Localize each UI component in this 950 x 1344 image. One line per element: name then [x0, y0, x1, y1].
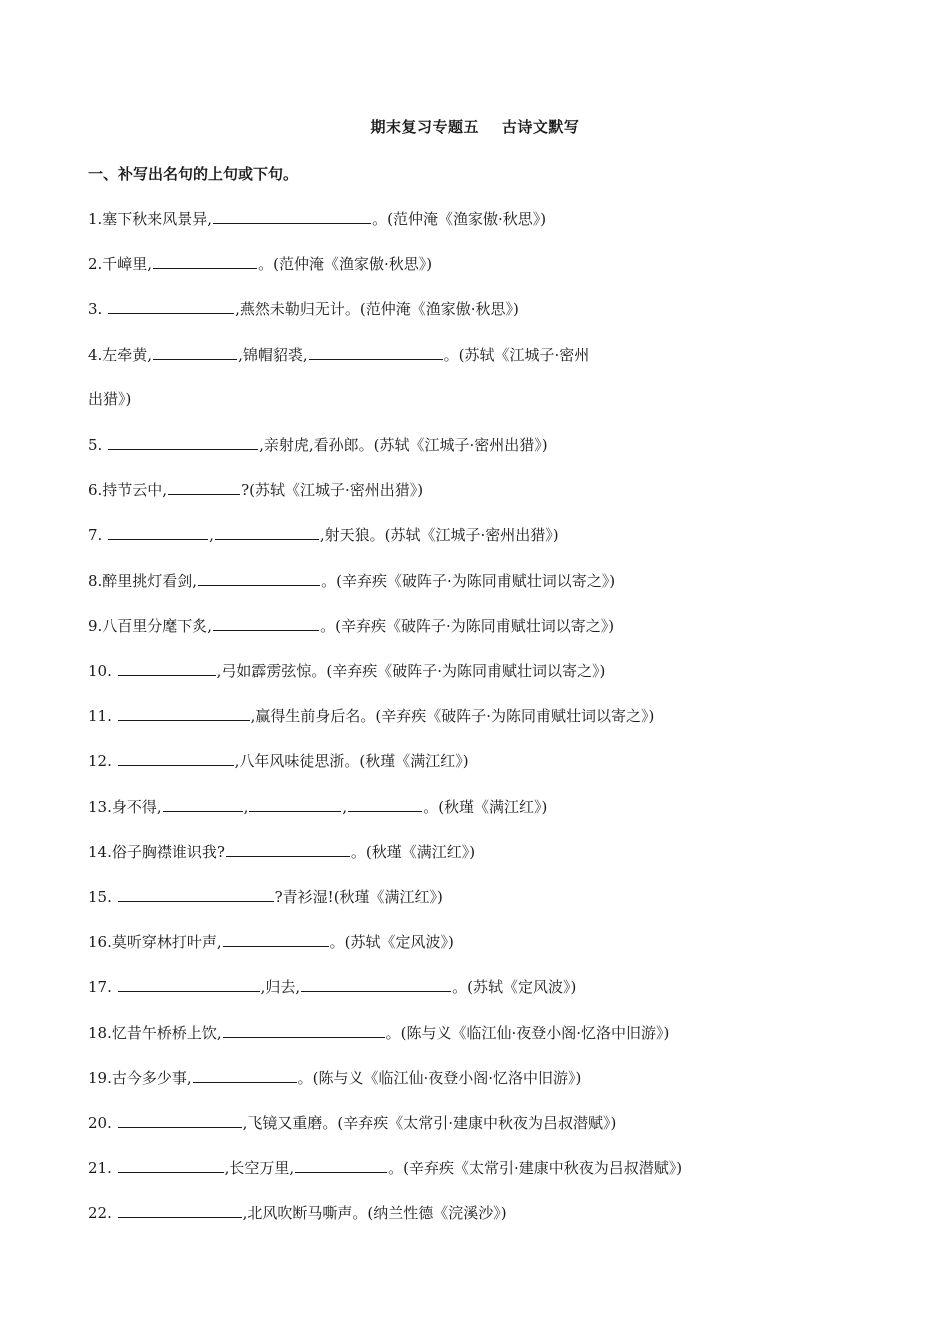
- answer-blank[interactable]: [118, 705, 250, 721]
- question-text: 。(辛弃疾《太常引·建康中秋夜为吕叔潜赋》): [388, 1159, 683, 1177]
- answer-blank[interactable]: [223, 1022, 385, 1038]
- question-text: ,燕然未勒归无计。(范仲淹《渔家傲·秋思》): [235, 300, 519, 318]
- question-text: 2.千嶂里,: [88, 255, 153, 273]
- answer-blank[interactable]: [215, 524, 319, 540]
- question-text: 10.: [88, 662, 117, 680]
- question-line: [88, 1202, 507, 1223]
- answer-blank[interactable]: [198, 570, 320, 586]
- question-text: 。(陈与义《临江仙·夜登小阁·忆洛中旧游》): [297, 1069, 582, 1087]
- question-text: 13.身不得,: [88, 798, 162, 816]
- answer-blank[interactable]: [118, 660, 216, 676]
- question-line: [88, 660, 605, 681]
- question-text: ,: [243, 798, 249, 816]
- question-text: 22.: [88, 1204, 117, 1222]
- question-text: ,北风吹断马嘶声。(纳兰性德《浣溪沙》): [242, 1204, 507, 1222]
- question-text: 。(苏轼《定风波》): [452, 978, 577, 996]
- question-text: 3.: [88, 300, 108, 318]
- question-text: 。(范仲淹《渔家傲·秋思》): [372, 210, 547, 228]
- question-line: [88, 389, 131, 409]
- question-line: [88, 1157, 682, 1178]
- question-text: ?青衫湿!(秋瑾《满江红》): [274, 888, 443, 906]
- question-text: ,锦帽貂裘,: [238, 346, 308, 364]
- question-text: ,赢得生前身后名。(辛弃疾《破阵子·为陈同甫赋壮词以寄之》): [250, 707, 655, 725]
- answer-blank[interactable]: [118, 1202, 242, 1218]
- answer-blank[interactable]: [108, 298, 234, 314]
- answer-blank[interactable]: [223, 931, 329, 947]
- question-text: 出猎》): [88, 390, 132, 408]
- question-text: ,弓如霹雳弦惊。(辛弃疾《破阵子·为陈同甫赋壮词以寄之》): [216, 662, 606, 680]
- answer-blank[interactable]: [249, 796, 341, 812]
- question-line: [88, 796, 547, 817]
- question-line: [88, 253, 432, 274]
- question-line: [88, 344, 589, 365]
- answer-blank[interactable]: [348, 796, 422, 812]
- question-text: 7.: [88, 526, 108, 544]
- question-line: [88, 615, 614, 636]
- question-text: ,亲射虎,看孙郎。(苏轼《江城子·密州出猎》): [259, 436, 548, 454]
- question-text: ?(苏轼《江城子·密州出猎》): [241, 481, 424, 499]
- answer-blank[interactable]: [168, 479, 240, 495]
- question-line: [88, 479, 423, 500]
- question-line: [88, 931, 454, 952]
- question-text: ,射天狼。(苏轼《江城子·密州出猎》): [319, 526, 559, 544]
- question-line: [88, 750, 469, 771]
- question-text: 6.持节云中,: [88, 481, 168, 499]
- answer-blank[interactable]: [301, 976, 451, 992]
- answer-blank[interactable]: [226, 841, 350, 857]
- question-text: 11.: [88, 707, 117, 725]
- answer-blank[interactable]: [295, 1157, 387, 1173]
- question-text: 。(秋瑾《满江红》): [350, 843, 476, 861]
- question-text: 。(苏轼《江城子·密州: [443, 346, 590, 364]
- question-text: 1.塞下秋来风景异,: [88, 210, 213, 228]
- question-text: 。(苏轼《定风波》): [329, 933, 454, 951]
- answer-blank[interactable]: [213, 615, 319, 631]
- question-line: [88, 570, 615, 591]
- question-text: 5.: [88, 436, 108, 454]
- question-text: 12.: [88, 752, 117, 770]
- question-line: [88, 1067, 581, 1088]
- question-text: ,: [342, 798, 348, 816]
- question-text: 19.古今多少事,: [88, 1069, 192, 1087]
- answer-blank[interactable]: [163, 796, 243, 812]
- question-text: 18.忆昔午桥桥上饮,: [88, 1024, 222, 1042]
- question-line: [88, 298, 519, 319]
- answer-blank[interactable]: [118, 886, 274, 902]
- question-text: 16.莫听穿林打叶声,: [88, 933, 222, 951]
- answer-blank[interactable]: [118, 750, 234, 766]
- question-line: [88, 524, 559, 545]
- question-text: 20.: [88, 1114, 117, 1132]
- question-text: 。(陈与义《临江仙·夜登小阁·忆洛中旧游》): [385, 1024, 670, 1042]
- question-text: 。(秋瑾《满江红》): [423, 798, 548, 816]
- question-text: 。(辛弃疾《破阵子·为陈同甫赋壮词以寄之》): [320, 617, 615, 635]
- question-text: 8.醉里挑灯看剑,: [88, 572, 198, 590]
- question-text: 。(范仲淹《渔家傲·秋思》): [258, 255, 433, 273]
- answer-blank[interactable]: [108, 524, 208, 540]
- question-text: 。(辛弃疾《破阵子·为陈同甫赋壮词以寄之》): [321, 572, 616, 590]
- answer-blank[interactable]: [309, 344, 443, 360]
- question-line: [88, 1112, 616, 1133]
- question-line: [88, 976, 576, 997]
- answer-blank[interactable]: [213, 208, 371, 224]
- question-text: 21.: [88, 1159, 117, 1177]
- answer-blank[interactable]: [118, 1157, 224, 1173]
- answer-blank[interactable]: [153, 344, 237, 360]
- answer-blank[interactable]: [118, 976, 260, 992]
- section-heading: 一、补写出名句的上句或下句。: [88, 165, 299, 183]
- page-title: 期末复习专题五 古诗文默写: [370, 118, 580, 136]
- question-text: 4.左牵黄,: [88, 346, 153, 364]
- question-text: ,归去,: [260, 978, 301, 996]
- question-text: 17.: [88, 978, 117, 996]
- answer-blank[interactable]: [118, 1112, 242, 1128]
- question-text: ,八年风味徒思浙。(秋瑾《满江红》): [234, 752, 469, 770]
- question-line: [88, 841, 475, 862]
- question-text: 9.八百里分麾下炙,: [88, 617, 213, 635]
- question-line: [88, 434, 548, 455]
- question-text: 15.: [88, 888, 117, 906]
- question-text: ,飞镜又重磨。(辛弃疾《太常引·建康中秋夜为吕叔潜赋》): [242, 1114, 617, 1132]
- question-text: 14.俗子胸襟谁识我?: [88, 843, 225, 861]
- question-text: ,: [209, 526, 214, 544]
- question-line: [88, 1022, 669, 1043]
- question-line: [88, 208, 546, 229]
- answer-blank[interactable]: [108, 434, 258, 450]
- answer-blank[interactable]: [193, 1067, 297, 1083]
- question-text: ,长空万里,: [224, 1159, 295, 1177]
- answer-blank[interactable]: [153, 253, 257, 269]
- question-line: [88, 705, 654, 726]
- question-line: [88, 886, 443, 907]
